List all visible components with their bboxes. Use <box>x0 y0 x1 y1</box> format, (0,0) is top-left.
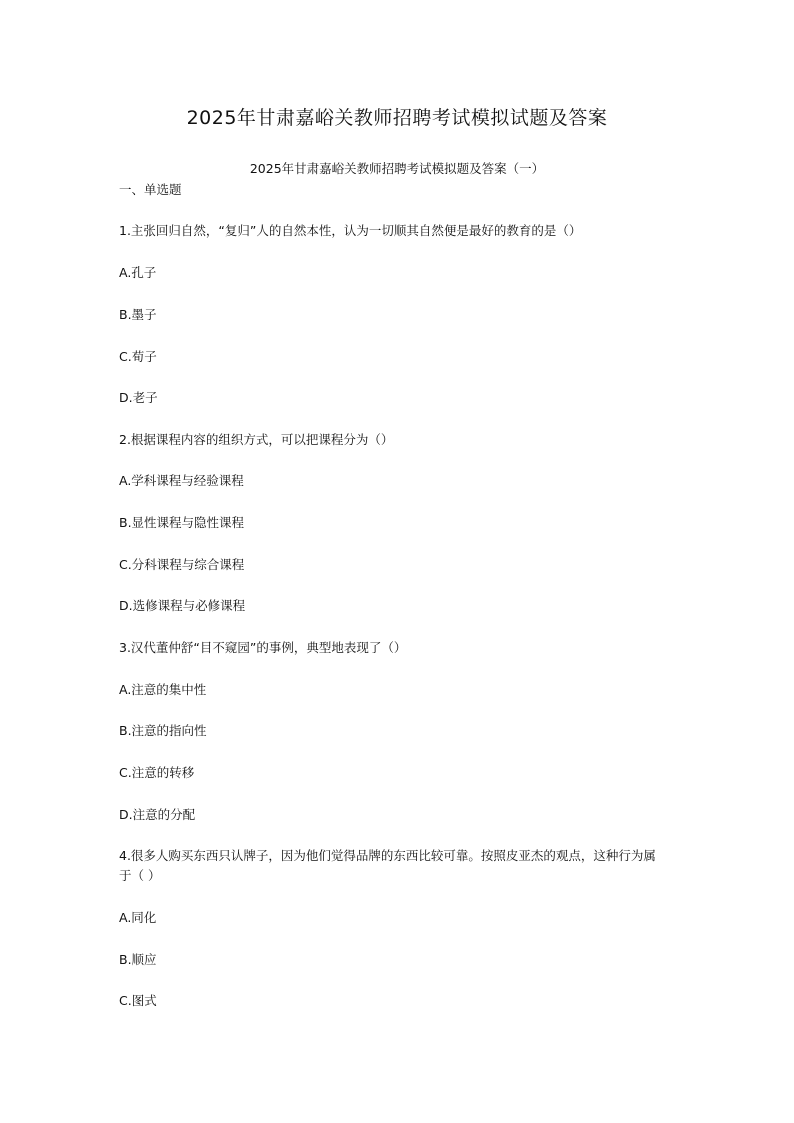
question-2-option-d: D.选修课程与必修课程 <box>119 598 246 613</box>
section-heading: 一、单选题 <box>119 182 182 197</box>
question-3-option-a: A.注意的集中性 <box>119 682 207 697</box>
question-4-option-c: C.图式 <box>119 993 157 1008</box>
question-3-option-b: B.注意的指向性 <box>119 723 207 738</box>
question-3-stem: 3.汉代董仲舒“目不窥园”的事例，典型地表现了（） <box>119 640 407 655</box>
question-3-option-c: C.注意的转移 <box>119 765 195 780</box>
question-1-option-b: B.墨子 <box>119 307 157 322</box>
question-2-stem: 2.根据课程内容的组织方式，可以把课程分为（） <box>119 432 394 447</box>
question-4-stem: 4.很多人购买东西只认牌子，因为他们觉得品牌的东西比较可靠。按照皮亚杰的观点，这种行为属于（ ） <box>119 848 656 883</box>
question-1-option-d: D.老子 <box>119 390 158 405</box>
question-2-option-b: B.显性课程与隐性课程 <box>119 515 245 530</box>
question-2-option-c: C.分科课程与综合课程 <box>119 557 245 572</box>
question-4-option-a: A.同化 <box>119 910 157 925</box>
question-1-option-a: A.孔子 <box>119 265 157 280</box>
question-1-option-c: C.荀子 <box>119 349 157 364</box>
question-3-option-d: D.注意的分配 <box>119 807 196 822</box>
document-title: 2025年甘肃嘉峪关教师招聘考试模拟试题及答案 <box>186 107 608 129</box>
document-subtitle: 2025年甘肃嘉峪关教师招聘考试模拟题及答案（一） <box>249 161 545 176</box>
question-4-option-b: B.顺应 <box>119 952 157 967</box>
question-2-option-a: A.学科课程与经验课程 <box>119 473 244 488</box>
question-1-stem: 1.主张回归自然，“复归”人的自然本性，认为一切顺其自然便是最好的教育的是（） <box>119 223 582 238</box>
